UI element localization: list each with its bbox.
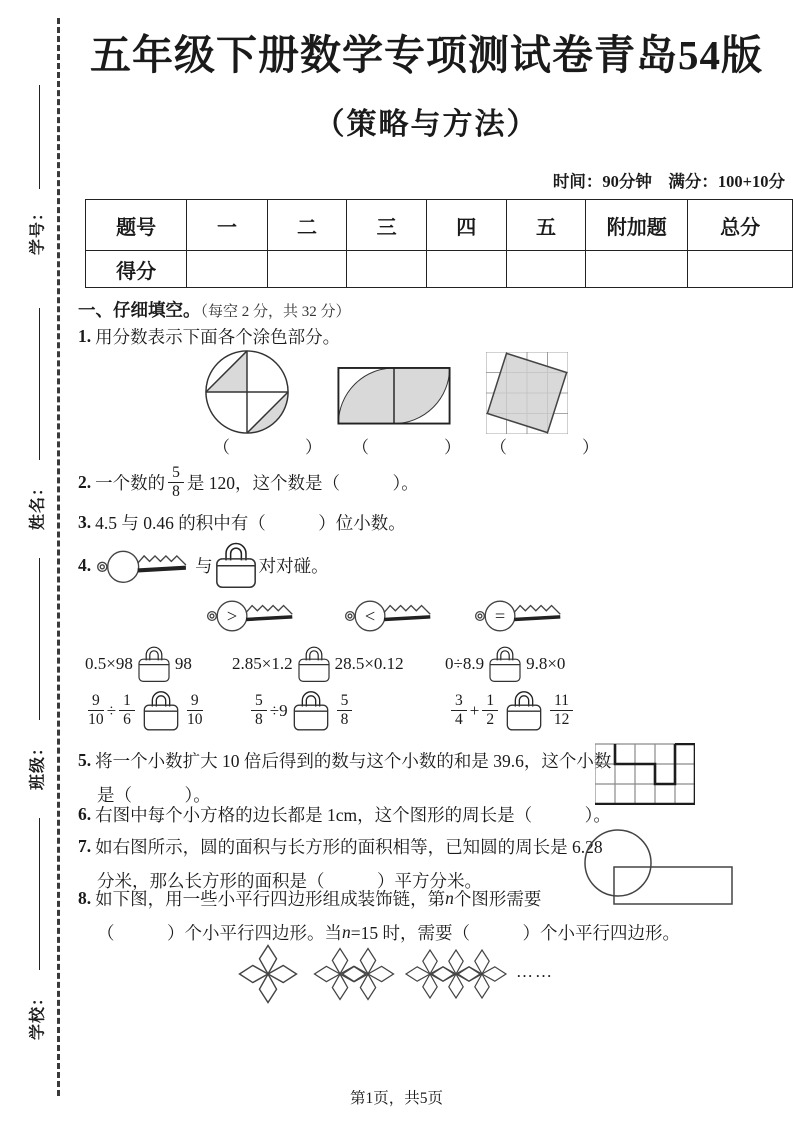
score-table-score-row: [86, 251, 793, 288]
ellipsis: ……: [516, 962, 554, 981]
parallelogram-chain-figure-3: [404, 944, 508, 1004]
operator: +: [469, 700, 480, 720]
header-cell: 五: [506, 200, 586, 251]
question-7: [78, 834, 603, 859]
question-text: 将一个小数扩大 10 倍后得到的数与这个小数的和是 39.6，这个小数: [95, 751, 612, 771]
fraction: $\frac{9}{10}$: [88, 691, 104, 728]
right-expression: 9.8×0: [526, 654, 566, 673]
left-expression: 0÷8.9: [445, 654, 485, 673]
fraction-5-8: $\frac{5}{8}$: [168, 465, 184, 501]
tilted-square-grid-figure: [486, 352, 568, 434]
page-subtitle: （策略与方法）: [314, 108, 539, 141]
rectangle-fraction-figure: [337, 366, 451, 426]
score-cell: [347, 251, 427, 288]
comparison-item: [248, 688, 355, 733]
fraction: $\frac{1}{6}$: [119, 693, 135, 729]
lock-icon: [213, 540, 259, 590]
question-text: 用分数表示下面各个涂色部分。: [95, 327, 341, 347]
score-cell: [267, 251, 347, 288]
answer-blank: （ ）: [213, 438, 328, 457]
comparison-item: [85, 688, 206, 733]
right-expression: 98: [174, 654, 192, 673]
write-line: [39, 85, 40, 189]
question-number: 8.: [78, 888, 92, 908]
comparison-item: [448, 688, 576, 733]
question-text: 右图中每个小方格的边长都是 1cm，这个图形的周长是（ ）。: [95, 805, 611, 825]
lock-icon: [141, 688, 181, 733]
comparison-symbol: >: [226, 606, 238, 627]
sidebar-label-class: 班级：: [29, 739, 47, 791]
sidebar-label-name: 姓名：: [29, 479, 47, 531]
question-text: 对对碰。: [258, 555, 329, 576]
section1-title: 一、仔细填空。: [78, 300, 201, 320]
fraction: $\frac{1}{2}$: [482, 693, 498, 729]
operator: ÷: [106, 700, 117, 720]
parallelogram-chain-figure-1: [236, 944, 300, 1004]
comparison-item: [232, 644, 404, 684]
staircase-grid-figure: [595, 743, 695, 805]
write-line: [39, 558, 40, 720]
comparison-symbol: <: [364, 606, 376, 627]
question-8-line2: [97, 920, 680, 945]
question-text: 分米，那么长方形的面积是（ ）平方分米。: [97, 871, 482, 891]
question-1: [78, 324, 340, 349]
key-icon: [95, 543, 195, 587]
question-text: （ ）个小平行四边形。当: [97, 923, 342, 943]
header-cell: 四: [426, 200, 506, 251]
key-equal-icon: [473, 596, 569, 636]
question-number: 4.: [78, 554, 92, 575]
question-text: =15 时，需要（ ）个小平行四边形。: [350, 923, 680, 943]
key-greater-icon: [205, 596, 301, 636]
score-cell: [426, 251, 506, 288]
question-5: [78, 748, 611, 773]
question-number: 1.: [78, 326, 92, 346]
page-title: 五年级下册数学专项测试卷青岛54版: [90, 32, 763, 78]
right-expression: 28.5×0.12: [334, 654, 404, 673]
lock-icon: [504, 688, 544, 733]
variable-n: n: [445, 888, 454, 908]
seal-dashed-line: [57, 18, 60, 1096]
lock-icon: [296, 644, 332, 684]
score-table-header-row: [86, 200, 793, 251]
operator: ÷: [269, 700, 280, 720]
header-cell: 附加题: [586, 200, 688, 251]
section1-note: （每空 2 分，共 32 分）: [200, 304, 351, 320]
section1-heading: [78, 297, 351, 322]
header-cell: 一: [187, 200, 268, 251]
lock-icon: [291, 688, 331, 733]
fraction: $\frac{5}{8}$: [337, 693, 353, 729]
question-number: 7.: [78, 836, 92, 856]
header-cell: 二: [267, 200, 347, 251]
question-text: 是 120，这个数是（ ）。: [186, 473, 419, 494]
left-expression: 0.5×98: [85, 654, 133, 673]
score-cell: [586, 251, 688, 288]
header-cell: 题号: [86, 200, 187, 251]
question-8: [78, 886, 541, 911]
question-text: 如下图，用一些小平行四边形组成装饰链，第: [95, 889, 446, 909]
score-cell: [187, 251, 268, 288]
variable-n: n: [342, 922, 351, 942]
write-line: [39, 818, 40, 970]
header-cell: 三: [347, 200, 427, 251]
write-line: [39, 308, 40, 460]
question-4: [78, 540, 329, 590]
answer-blank: （ ）: [352, 438, 467, 457]
comparison-item: [85, 644, 192, 684]
question-number: 2.: [78, 472, 92, 493]
parallelogram-chain-figure-2: [312, 944, 396, 1004]
question-number: 5.: [78, 750, 92, 770]
lock-icon: [136, 644, 172, 684]
lock-icon: [487, 644, 523, 684]
score-table: [85, 199, 793, 288]
header-cell: 总分: [688, 200, 793, 251]
answer-blank: （ ）: [490, 438, 605, 457]
left-expression: 2.85×1.2: [232, 654, 293, 673]
question-3: [78, 510, 406, 535]
fraction: $\frac{11}{12}$: [550, 693, 573, 729]
question-text: 个图形需要: [453, 889, 542, 909]
circle-rectangle-figure: [578, 827, 740, 909]
question-text: 与: [195, 555, 213, 576]
question-6: [78, 802, 611, 827]
question-number: 6.: [78, 804, 92, 824]
question-text: 是（ ）。: [97, 785, 211, 805]
time-score-line: 时间：90分钟 满分：100+10分: [552, 172, 785, 191]
comparison-item: [445, 644, 565, 684]
question-2: [78, 465, 419, 501]
page-footer: 第1页，共5页: [349, 1090, 443, 1107]
question-text: 如右图所示，圆的面积与长方形的面积相等，已知圆的周长是 6.28: [95, 837, 603, 857]
score-cell: [688, 251, 793, 288]
question-text: 4.5 与 0.46 的积中有（ ）位小数。: [95, 513, 406, 533]
comparison-symbol: =: [494, 606, 506, 627]
score-cell: [506, 251, 586, 288]
row-label-cell: 得分: [86, 251, 187, 288]
question-number: 3.: [78, 512, 92, 532]
sidebar-label-student-id: 学号：: [29, 204, 47, 256]
key-less-icon: [343, 596, 439, 636]
fraction: $\frac{5}{8}$: [251, 693, 267, 729]
circle-fraction-figure: [203, 348, 291, 436]
fraction: $\frac{3}{4}$: [451, 693, 467, 729]
whole-number: 9: [279, 700, 288, 720]
question-text: 一个数的: [95, 473, 166, 494]
fraction: $\frac{9}{10}$: [186, 691, 203, 728]
sidebar-label-school: 学校：: [29, 989, 47, 1041]
